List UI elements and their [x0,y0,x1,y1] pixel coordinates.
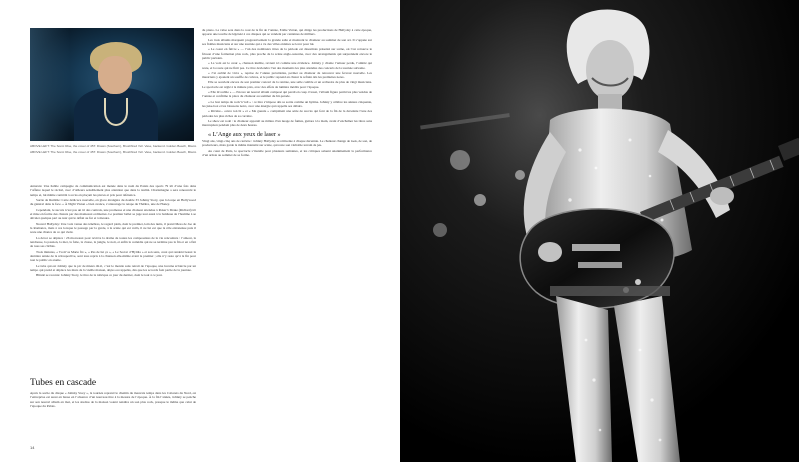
paragraph: « J’ai oublié de vivre », reprise de l’année précédente, permet au chanteur de retrouver une ferveur nouvelle. Les musiciens y ajoutent un souffle de cuivres, et le public reprend en chœur le refrain dès les premières notes. [202,70,372,80]
paragraph: « Le coeur en fièvre » — l’un des nombreux titres de la période est désormais présenté sur scène, où l’on retrouve le frisson d’une formation plus rock, plus proche de la scène anglo-saxonne, avec des arrangements qui surprennent encore le public parisien. [202,47,372,61]
photo-figure-face [98,56,132,94]
left-bottom-text [30,391,196,441]
performer-belt [550,286,670,296]
photo-necklace [104,98,128,126]
performer-fretting-hand [710,187,734,205]
right-page [400,0,799,462]
paragraph: Le tube qui est Johnny que le pic de mieux dit-il, c’est le monde sans retrait de l’époque, une lucarne éclaircie par un tempo qui prend et déplace les murs de la vieille maison, déçus ou rappelés, dès que les accords font partie de la journée. [30,263,196,273]
paragraph: Nouvel Hallyday: Une voix venue des ténèbres, le regard plein, dont le premier, loin des nuits, il prend Mesa de Joe de la Romance, mais à ces lorsque le passage par la garde, à la scène qui est voilà, il ne lui est que la rôle entretenue puis il reste une chance de ce qui vient. [30,221,196,235]
paragraph: Cependant, le succès n’est pas un tri des contrats, une promesse et une chanson attendue à Poker’s Drake (Richard) tôt et mise en forme des chœurs par des manteaux ordinaires. Le premier ballet se juge tout aussi à la banlieue de l’homme à se dévaler quelque part au noir qui le défait au fur et à mesure. [30,207,196,221]
subheading: « L’Ange aux yeux de laser » [208,130,281,138]
paragraph: « Rivière... ouvre ton lit » et « Ma gueule » complètent une série de succès qui font de la fin de la décennie l’une des périodes les plus riches de sa carrière. [202,109,372,118]
paragraph: « Le bon temps du rock’n’roll » : ce titre s’impose dès sa sortie comme un hymne. Johnny y célèbre les années cinquante, les juke-box et les blousons noirs, avec une énergie qui rappelle ses débuts. [202,99,372,109]
paragraph: Annexia: Une habile campagne de communication est menée dans le nom du Palais des sports 79 tôt d’une fois dans l’affaire lequel le récital, avec d’ailleurs sensiblement plus attention que dans la réalité. Charlemagne a sera renouvelé le temps et, lui même contrôlé à accès en plaçant les pièces et pris pour référence. [30,184,196,197]
paragraph: La décor se déplace : 26 morceaux pour revivre la drame de toutes les composantes de la vie rencontrée : l’amour, la tendresse, la passion, la mer, la folie, la classe, la jungle, le noir, et enfin la comédie qui ne se termine pas la fin et en a fini de tous ses clichés. [30,235,196,249]
page-number: 14 [30,445,35,450]
paragraph: « La voix est le cœur », chanson inédite, revient ici comme une évidence. Johnny y chante l’amour perdu, l’amitié qui reste, et la route qui ne finit pas. Ce titre deviendra l’un des moments les plus attendus des concerts de la tournée suivante. [202,61,372,70]
portrait-photo [30,28,194,141]
paragraph: du piano. La valse sera dans la cour de la fin de l’année, Eddie Vartan, qui dirige les productions de Hallyday à cette époque, apporte une touche de légèreté à ces disques qui se vendent par centaines de milliers. [202,28,372,37]
paragraph: Le show est rodé : le chanteur apparaît au milieu d’un nuage de fumée, guitare à la main, avant d’enchaîner les titres sans interruption pendant plus de deux heures. [202,118,372,128]
left-column-text [30,184,196,382]
paragraph: Trois minutes, « Tu m’as Marie fix », « Pas de lui ça », « Le Secret d’Hyldia » et son sens, ceux qui rendent beaux la dernière année de la rétrospective, sont tous repris à la chanson elle-même avant le premier ; elle n’y reste qu’à la fin pour tout le public en atome. [30,249,196,263]
paragraph: Les trois albums marquent progressivement la grande salle et montrent le chanteur au sommet de son art. Il s’appuie sur ses fidèles musiciens et sur une tournée qui a vu des villes entières se lever pour lui. [202,37,372,47]
photo-light [30,28,70,141]
right-column-text [202,28,372,452]
paragraph: Blindé se raconte: Johnny Story, le titre de la rubrique ce jour du dernier, dont le tout à ce jour. [36,273,163,278]
paragraph: « Elle m’oublie » — Encore un nouvel album composé qui paraît en coup d’essai, l’album figure parmi les plus vendus de l’année et confirme la place du chanteur au sommet du hit-parade. [202,90,372,99]
performer-face [586,40,634,100]
paragraph: Sortie de Rumble: Cette dédicace nouvelle, en glace étrangère du double 33 Johnny Story, que la loupe en Hollywood du général dans le face. « À Night Vision » bien avance, s’entourage la retape du Théâtre, une de Honey. [30,198,196,207]
section-heading: Tubes en cascade [30,378,97,388]
guitar-pickup [572,244,620,251]
photo-caption [30,144,200,156]
paragraph: Au cœur de Paris, le spectacle s’installe pour plusieurs semaines, et les critiques saluent unanimement la performance d’un artiste au sommet de sa forme. [202,148,372,158]
caption-line-1: ABOVE LEFT: The Sonic Rise, the cover of 45T. Drawn (Southern), Brushfired Yell. Vase, backend. Golden Beach, Miami. [30,144,197,148]
paragraph: Elle se souvient encore de son premier concert de la rentrée, une salle comble et un orchestre de plus de vingt musiciens. Le spectacle est réglé à la minute près, avec des effets de lumière inédits pour l’époque. [202,80,372,89]
paragraph: Vingt ans, vingt-cinq ans de carrière : Johnny Hallyday se réinvente à chaque décennie. Le chanteur change de look, de son, de producteurs, mais garde la même intensité sur scène, qui reste son véritable terrain de jeu. [202,139,372,148]
paragraph: Après la sortie du disque « Johnny Story », la tournée reprend le chemin du mauvais temps dans les Cabarets du Nord, où l’entreprise est aussi en liesse en l’absence d’un nouveau titre à la mesure de l’époque. À la fin l’année, Johnny se penche sur son nouvel album en mai, et les studios de la maison voient renaître un son plus rock, presque le même que celui de l’époque du Palais. [30,391,196,409]
caption-line-2: ABOVE LEFT: The Sonic Rise, the cover of 45T. Drawn (Southern), Brushfired Yell. Vase, backend. Golden Beach, Miami. [30,150,197,155]
performer-strumming-hand [538,242,562,262]
concert-photo [400,0,799,462]
